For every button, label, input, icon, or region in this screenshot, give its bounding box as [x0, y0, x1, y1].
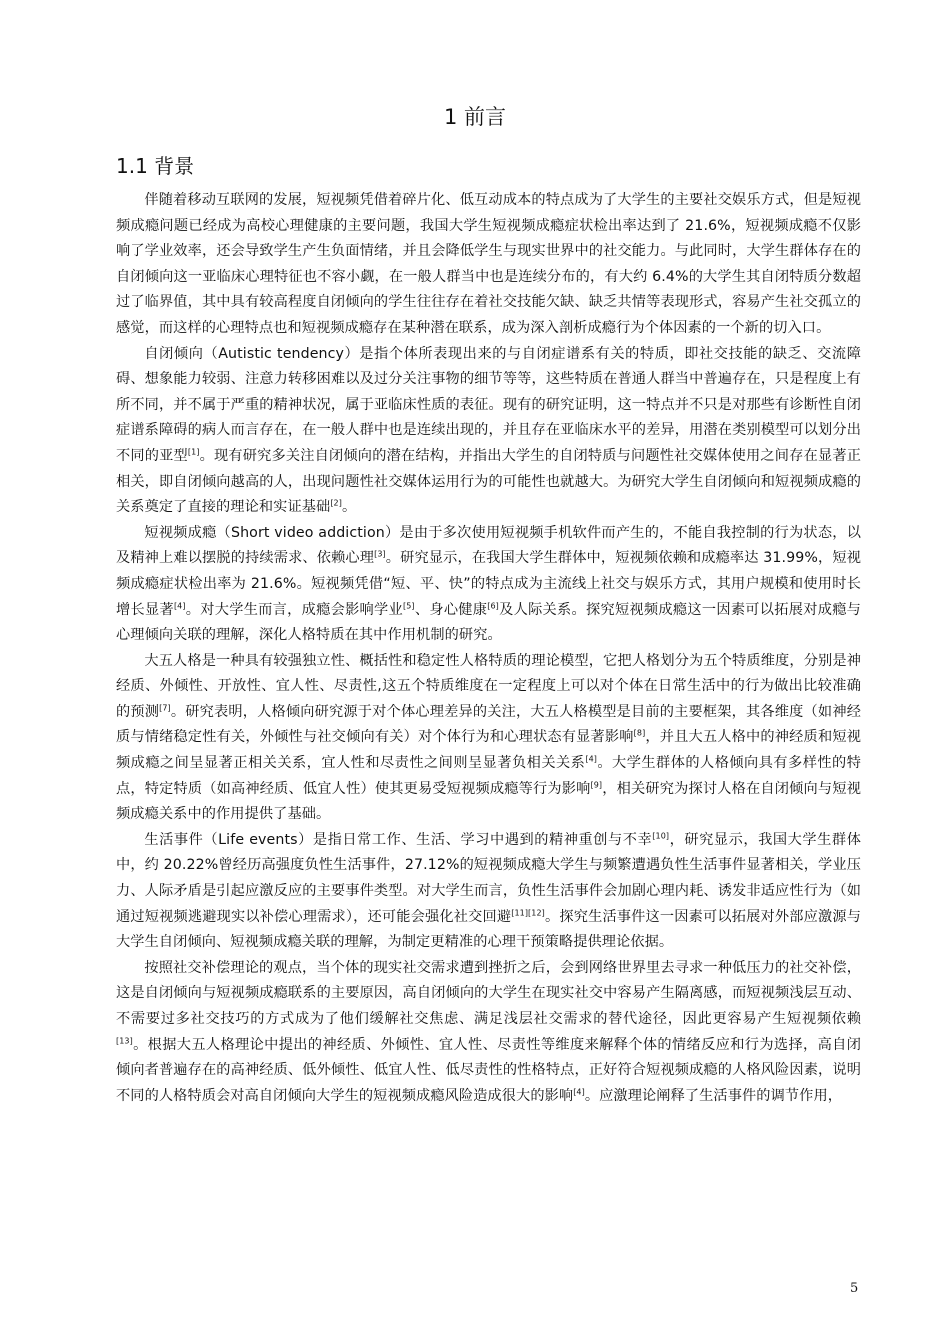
paragraph-text: ，相关研究为探讨人格在自闭倾向与短视频成瘾关系中的作用提供了基础。 [116, 780, 861, 823]
paragraph-text: 。探究生活事件这一因素可以拓展对外部应激源与大学生自闭倾向、短视频成瘾关联的理解，为制定更精准的心理干预策略提供理论依据。 [116, 908, 862, 951]
citation-ref: [11][12] [511, 907, 545, 917]
citation-ref: [2] [330, 498, 342, 508]
paragraph-text: 。现有研究多关注自闭倾向的潜在结构，并指出大学生的自闭特质与问题性社交媒体使用之间存在显著正相关，即自闭倾向越高的人，出现问题性社交媒体运用行为的可能性也就越大。为研究大学生自闭倾向和短视频成瘾的关系奠定了直接的理论和实证基础 [116, 447, 861, 516]
citation-ref: [4] [585, 754, 597, 764]
citation-ref: [7] [159, 703, 171, 713]
paragraph-text: 自闭倾向（Autistic tendency）是指个体所表现出来的与自闭症谱系有关的特质，即社交技能的缺乏、交流障碍、想象能力较弱、注意力转移困难以及过分关注事物的细节等等，这些特质在普通人群当中普遍存在，只是程度上有所不同，并不属于严重的精神状况，属于亚临床性质的表征。现有的研究证明，这一特点并不只是对那些有诊断性自闭症谱系障碍的病人而言存在，在一般人群中也是连续出现的，并且存在亚临床水平的差异，用潜在类别模型可以划分出不同的亚型 [116, 345, 861, 464]
paragraph-text: 。应激理论阐释了生活事件的调节作用， [584, 1087, 843, 1104]
paragraph-text: 生活事件（Life events）是指日常工作、生活、学习中遇到的精神重创与不幸 [144, 831, 653, 848]
citation-ref: [4] [573, 1087, 585, 1097]
paragraph-text: ，并且大五人格中的神经质和短视频成瘾之间呈显著正相关关系，宜人性和尽责性之间则呈显著负相关关系 [116, 729, 861, 772]
page-number: 5 [850, 1281, 859, 1296]
citation-ref: [9] [590, 779, 603, 789]
citation-ref: [4] [173, 600, 186, 610]
paragraph-text: 大五人格是一种具有较强独立性、概括性和稳定性人格特质的理论模型，它把人格划分为五个特质维度，分别是神经质、外倾性、开放性、宜人性、尽责性,这五个特质维度在一定程度上可以对个体在日常生活中的行为做出比较准确的预测 [116, 652, 861, 720]
citation-ref: [13] [116, 1035, 133, 1045]
paragraph-autistic-tendency [116, 342, 861, 521]
paragraph-text: 伴随着移动互联网的发展，短视频凭借着碎片化、低互动成本的特点成为了大学生的主要社交娱乐方式，但是短视频成瘾问题已经成为高校心理健康的主要问题，我国大学生短视频成瘾症状检出率达到了 21.6%，短视频成瘾不仅影响了学业效率，还会导致学生产生负面情绪，并且会降低学生与现实世界中的社交能力。与此同时，大学生群体存在的自闭倾向这一亚临床心理特征也不容小觑，在一般人群当中也是连续分布的，有大约 6.4%的大学生其自闭特质分数超过了临界值，其中具有较高程度自闭倾向的学生往往存在着社交技能欠缺、缺乏共情等表现形式，容易产生社交孤立的感觉，而这样的心理特点也和短视频成瘾存在某种潜在联系，成为深入剖析成瘾行为个体因素的一个新的切入口。 [116, 192, 861, 336]
paragraph-life-events [116, 828, 861, 956]
paragraph-text: 。大学生群体的人格倾向具有多样性的特点，特定特质（如高神经质、低宜人性）使其更易受短视频成瘾等行为影响 [116, 755, 861, 797]
paragraph-text: 。根据大五人格理论中提出的神经质、外倾性、宜人性、尽责性等维度来解释个体的情绪反应和行为选择，高自闭倾向者普遍存在的高神经质、低外倾性、低宜人性、低尽责性的性格特点，正好符合短视频成瘾的人格风险因素，说明不同的人格特质会对高自闭倾向大学生的短视频成瘾风险造成很大的影响 [116, 1036, 861, 1104]
paragraph-text: 按照社交补偿理论的观点，当个体的现实社交需求遭到挫折之后，会到网络世界里去寻求一种低压力的社交补偿，这是自闭倾向与短视频成瘾联系的主要原因，高自闭倾向的大学生在现实社交中容易产生隔离感，而短视频浅层互动、不需要过多社交技巧的方式成为了他们缓解社交焦虑、满足浅层社交需求的替代途径，因此更容易产生短视频依赖 [116, 959, 861, 1027]
citation-ref: [10] [652, 831, 670, 841]
citation-ref: [8] [633, 728, 646, 738]
paragraph-text: 短视频成瘾（Short video addiction）是由于多次使用短视频手机软件而产生的，不能自我控制的行为状态，以及精神上难以摆脱的持续需求、依赖心理 [116, 524, 861, 567]
paragraph-short-video-addiction [116, 521, 861, 649]
citation-ref: [3] [374, 549, 386, 559]
citation-ref: [5] [403, 600, 415, 610]
paragraph-text: 。 [341, 499, 357, 516]
paragraph-text: 。研究显示，在我国大学生群体中，短视频依赖和成瘾率达 31.99%，短视频成瘾症状检出率为 21.6%。短视频凭借“短、平、快”的特点成为主流线上社交与娱乐方式，其用户规模和使用时长增长显著 [116, 550, 861, 618]
body-text [116, 188, 861, 1109]
paragraph-text: 、身心健康 [414, 601, 488, 618]
paragraph-text: 。对大学生而言，成瘾会影响学业 [185, 601, 404, 618]
paragraph-big-five [116, 649, 861, 828]
paragraph-text: 及人际关系。探究短视频成瘾这一因素可以拓展对成瘾与心理倾向关联的理解，深化人格特质在其中作用机制的研究。 [116, 601, 861, 644]
paragraph-text: 。研究表明，人格倾向研究源于对个体心理差异的关注，大五人格模型是目前的主要框架，其各维度（如神经质与情绪稳定性有关，外倾性与社交倾向有关）对个体行为和心理状态有显著影响 [116, 703, 861, 746]
paragraph-text: ，研究显示，我国大学生群体中，约 20.22%曾经历高强度负性生活事件，27.12%的短视频成瘾大学生与频繁遭遇负性生活事件显著相关，学业压力、人际矛盾是引起应激反应的主要事件类型。对大学生而言，负性生活事件会加剧心理内耗、诱发非适应性行为（如通过短视频逃避现实以补偿心理需求），还可能会强化社交回避 [116, 831, 861, 925]
paragraph-theory [116, 956, 861, 1110]
section-title: 1.1 背景 [116, 154, 195, 178]
paragraph-intro [116, 188, 861, 342]
chapter-title: 1 前言 [443, 105, 507, 129]
citation-ref: [1] [187, 447, 200, 457]
citation-ref: [6] [487, 600, 499, 610]
